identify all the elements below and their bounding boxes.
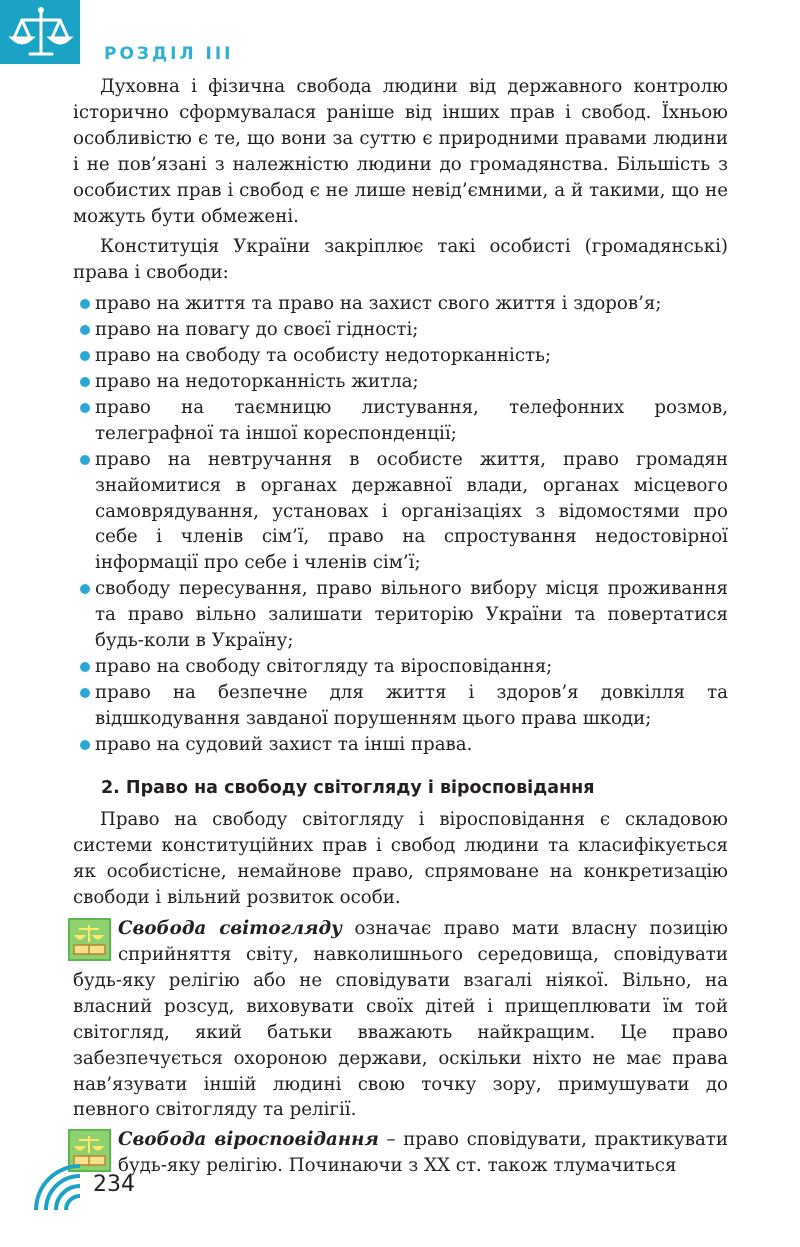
list-item: право на свободу та особисту недоторканність; (73, 343, 728, 369)
bullet-icon (80, 688, 90, 698)
section-corner-block (0, 0, 80, 64)
list-item: право на судовий захист та інші права. (73, 732, 728, 758)
intro-paragraph-1: Духовна і фізична свобода людини від державного контролю історично сформувалася раніше від інших прав і свобод. Їхньою особливістю є те, що вони за суттю є природними правами людини і не пов’язані з належністю людини до громадянства. Більшість з особистих прав і свобод є не лише невід’ємними, а й такими, що не можуть бути обмежені. (73, 76, 728, 227)
definition-worldview (73, 916, 728, 1123)
bullet-icon (80, 455, 90, 465)
bullet-icon (80, 351, 90, 361)
rights-list (73, 291, 728, 757)
bullet-icon (80, 325, 90, 335)
list-item: право на таємницю листування, телефонних розмов, телеграфної та іншої кореспонденції; (73, 395, 728, 447)
definition-book-icon (68, 918, 111, 961)
scales-of-justice-icon (0, 0, 80, 64)
list-item: право на невтручання в особисте життя, право громадян знайомитися в органах державної влади, органах місцевого самоврядування, установах і організаціях з відомостями про себе і членів сім’ї, право на спростування недостовірної інформації про себе і членів сім’ї; (73, 447, 728, 577)
list-item: право на життя та право на захист свого життя і здоров’я; (73, 291, 728, 317)
section-paragraph: Право на свободу світогляду і віросповідання є складовою системи конституційних прав і свобод людини та класифікується як особистісне, немайнове право, спрямоване на конкретизацію свободи і вільний розвиток особи. (73, 809, 728, 909)
page-corner-arcs-icon (30, 1160, 90, 1210)
section-heading: 2. Право на свободу світогляду і віросповідання (101, 777, 595, 798)
list-item: право на повагу до своєї гідності; (73, 317, 728, 343)
definition-religion (73, 1127, 728, 1179)
list-item: свободу пересування, право вільного вибору місця проживання та право вільно залишати територію України та повертатися будь-коли в Україну; (73, 576, 728, 654)
term-worldview: Свобода світогляду (118, 918, 343, 940)
term-religion: Свобода віросповідання (118, 1129, 379, 1151)
bullet-icon (80, 299, 90, 309)
list-item: право на свободу світогляду та віросповідання; (73, 654, 728, 680)
bullet-icon (80, 662, 90, 672)
bullet-icon (80, 403, 90, 413)
page-body (73, 74, 728, 1183)
bullet-icon (80, 377, 90, 387)
definition-text: означає право мати власну позицію сприйняття світу, навколишнього середовища, сповідувати будь-яку релігію або не сповідувати взагалі ніякої. Вільно, на власний розсуд, виховувати своїх дітей і прищеплювати їм той світогляд, який батьки вважають найкращим. Це право забезпечується охороною держави, оскільки ніхто не має права нав’язувати іншій людині свою точку зору, примушувати до певного світогляду та релігії. (73, 918, 728, 1121)
bullet-icon (80, 584, 90, 594)
list-item: право на недоторканність житла; (73, 369, 728, 395)
page-number: 234 (93, 1172, 135, 1197)
list-item: право на безпечне для життя і здоров’я довкілля та відшкодування завданої порушенням цього права шкоди; (73, 680, 728, 732)
section-label: РОЗДІЛ III (104, 44, 234, 64)
bullet-icon (80, 740, 90, 750)
intro-paragraph-2: Конституція України закріплює такі особисті (громадянські) права і свободи: (73, 236, 728, 284)
definition-text: – право сповідувати, практикувати будь-яку релігію. Починаючи з XX ст. також тлумачиться (118, 1129, 728, 1177)
